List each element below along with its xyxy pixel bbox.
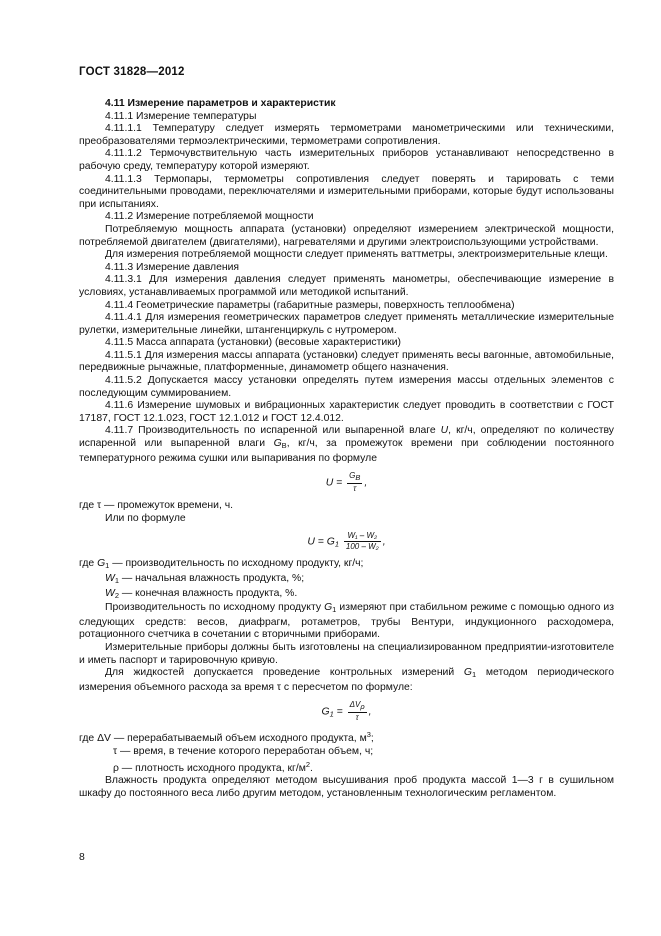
paragraph: 4.11.3 Измерение давления — [105, 261, 240, 273]
document-body — [79, 98, 614, 800]
paragraph: Для жидкостей допускается проведение контрольных измерений $G_1$ методом периодического измерения объемного расхода за время τ с пересчетом по формуле: — [79, 667, 614, 693]
paragraph: 4.11.1.3 Термопары, термометры сопротивления следует поверять и тарировать с теми соединительными проводами, переключателями и измерительными приборами, которые будут использованы при испытаниях. — [79, 173, 614, 210]
paragraph: Измерительные приборы должны быть изготовлены на специализированном предприятии-изготовителе и иметь паспорт и тарировочную кривую. — [79, 641, 614, 666]
legend-item: где ΔV — перерабатываемый объем исходного продукта, $м^3$; — [79, 730, 374, 745]
paragraph: Влажность продукта определяют методом высушивания проб продукта массой 1—3 г в сушильном шкафу до постоянного веса либо другим методом, установленным технологическим регламентом. — [79, 775, 614, 799]
document-header: ГОСТ 31828—2012 — [79, 66, 185, 78]
formula-productivity: U = $\frac{GВ}{\tau}$ , — [325, 471, 368, 494]
formula-volume: $G_1$ = $\frac{\text{ΔVρ}}{\tau}$ , — [321, 700, 372, 723]
paragraph: 4.11.7 Производительность по испаренной или выпаренной влаге U, кг/ч, определяют по количеству испаренной или выпаренной влаги $G_В$, кг/ч, за промежуток времени при соблюдении постоянного температурного режима сушки или выпаривания по формуле — [79, 425, 615, 464]
legend-item: $W_2$ — конечная влажность продукта, %. — [105, 587, 298, 600]
paragraph: 4.11.4 Геометрические параметры (габаритные размеры, поверхность теплообмена) — [105, 299, 515, 311]
formula-legend: где τ — промежуток времени, ч. — [79, 500, 234, 512]
paragraph: 4.11.3.1 Для измерения давления следует применять манометры, обеспечивающие измерение в условиях, устанавливаемых программой или методикой испытаний. — [79, 274, 614, 298]
formula-legend — [79, 558, 614, 602]
paragraph: 4.11.5 Масса аппарата (установки) (весовые характеристики) — [105, 337, 401, 349]
section-title: 4.11 Измерение параметров и характеристик — [105, 98, 336, 109]
legend-item: где $G_1$ — производительность по исходному продукту, кг/ч; — [79, 558, 364, 571]
paragraph: 4.11.2 Измерение потребляемой мощности — [105, 211, 314, 223]
paragraph: 4.11.4.1 Для измерения геометрических параметров следует применять металлические измерительные рулетки, измерительные линейки, штангенциркуль с нутромером. — [79, 312, 614, 336]
paragraph: 4.11.1.2 Термочувствительную часть измерительных приборов устанавливают непосредственно в рабочую среду, температуру которой измеряют. — [79, 148, 614, 172]
legend-item: τ — время, в течение которого переработан объем, ч; — [113, 745, 374, 757]
formula-legend — [79, 729, 614, 775]
paragraph: 4.11.5.2 Допускается массу установки определять путем измерения массы отдельных элементов с последующим суммированием. — [79, 375, 614, 399]
paragraph: Производительность по исходному продукту $G_1$ измеряют при стабильном режиме с помощью одного из следующих средств: весов, диафрагм, ротаметров, трубы Вентури, индукционного расходомера, ротационного счетчика в сочетании с вторичными приборами. — [79, 602, 614, 641]
paragraph: 4.11.1 Измерение температуры — [105, 110, 257, 122]
paragraph: Потребляемую мощность аппарата (установки) определяют измерением электрической мощности, потребляемой двигателем (двигателями), нагревателями и другими электроиспользующими устройствами. — [79, 223, 614, 248]
paragraph: 4.11.5.1 Для измерения массы аппарата (установки) следует применять весы вагонные, автомобильные, передвижные рычажные, платформенные, динамометр общего назначения. — [79, 349, 614, 374]
paragraph: Или по формуле — [105, 512, 186, 524]
formula-productivity-alt: $U = G_1$ $\frac{\text{W₁ – W₂}}{\text{100 – W₂}}$ , — [307, 531, 386, 552]
paragraph: 4.11.1.1 Температуру следует измерять термометрами манометрическими или техническими, преобразователями термоэлектрическими, термометрами сопротивления. — [79, 123, 614, 147]
legend-item: $W_1$ — начальная влажность продукта, %; — [105, 573, 305, 585]
paragraph: 4.11.6 Измерение шумовых и вибрационных характеристик следует проводить в соответствии с ГОСТ 17187, ГОСТ 12.1.023, ГОСТ 12.1.012 и ГОСТ 12.4.012. — [79, 400, 614, 424]
legend-item: ρ — плотность исходного продукта, $кг/м^2$. — [113, 759, 313, 774]
page-number: 8 — [79, 852, 85, 863]
paragraph: Для измерения потребляемой мощности следует применять ваттметры, электроизмерительные клещи. — [105, 249, 608, 261]
